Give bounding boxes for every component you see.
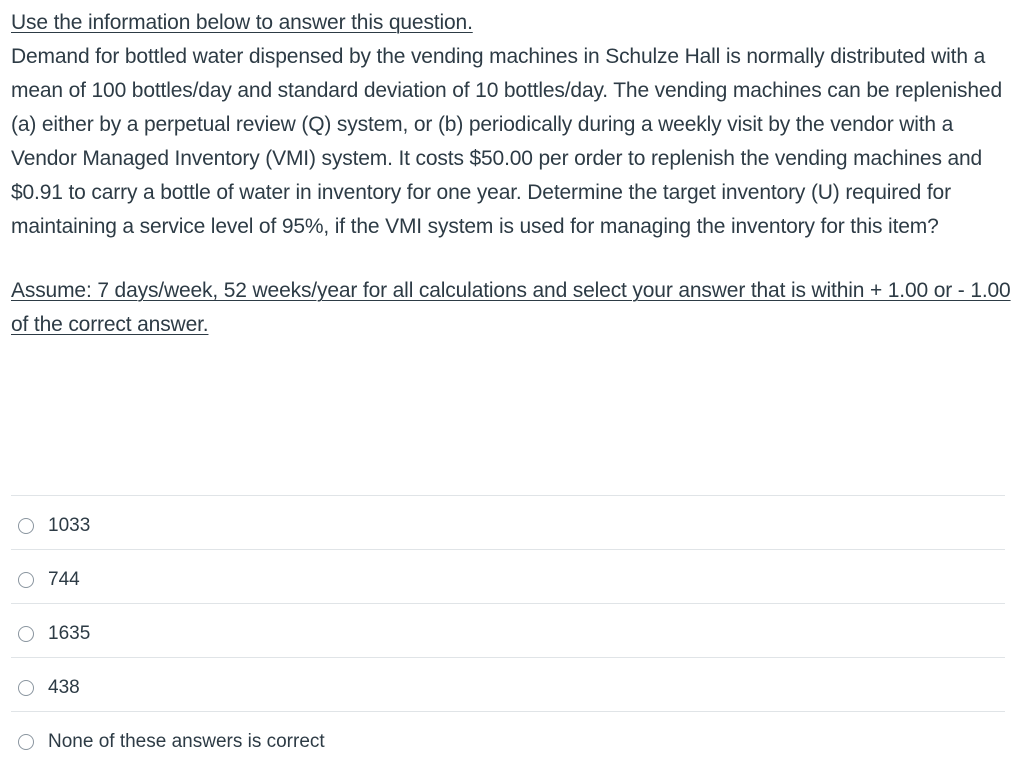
answer-label: 1033	[48, 514, 91, 536]
question-text	[11, 6, 1011, 342]
radio-button[interactable]	[18, 518, 34, 534]
answer-option-2[interactable]	[11, 550, 1005, 604]
answer-list	[11, 495, 1005, 765]
answer-option-5[interactable]	[11, 712, 1005, 765]
question-body: Demand for bottled water dispensed by the vending machines in Schulze Hall is normally distributed with a mean of 100 bottles/day and standard deviation of 10 bottles/day. The vending machines can be replenished (a) either by a perpetual review (Q) system, or (b) periodically during a weekly visit by the vendor with a Vendor Managed Inventory (VMI) system. It costs $50.00 per order to replenish the vending machines and $0.91 to carry a bottle of water in inventory for one year. Determine the target inventory (U) required for maintaining a service level of 95%, if the VMI system is used for managing the inventory for this item?	[11, 45, 1002, 238]
radio-button[interactable]	[18, 680, 34, 696]
answer-label: None of these answers is correct	[48, 730, 325, 752]
answer-label: 1635	[48, 622, 91, 644]
radio-button[interactable]	[18, 572, 34, 588]
answer-option-3[interactable]	[11, 604, 1005, 658]
question-assumption: Assume: 7 days/week, 52 weeks/year for all calculations and select your answer that is within + 1.00 or - 1.00 of the correct answer.	[11, 279, 1011, 336]
answer-option-4[interactable]	[11, 658, 1005, 712]
question-intro: Use the information below to answer this question.	[11, 11, 473, 34]
radio-button[interactable]	[18, 626, 34, 642]
answer-label: 438	[48, 676, 80, 698]
answer-option-1[interactable]	[11, 496, 1005, 550]
answer-label: 744	[48, 568, 80, 590]
radio-button[interactable]	[18, 734, 34, 750]
